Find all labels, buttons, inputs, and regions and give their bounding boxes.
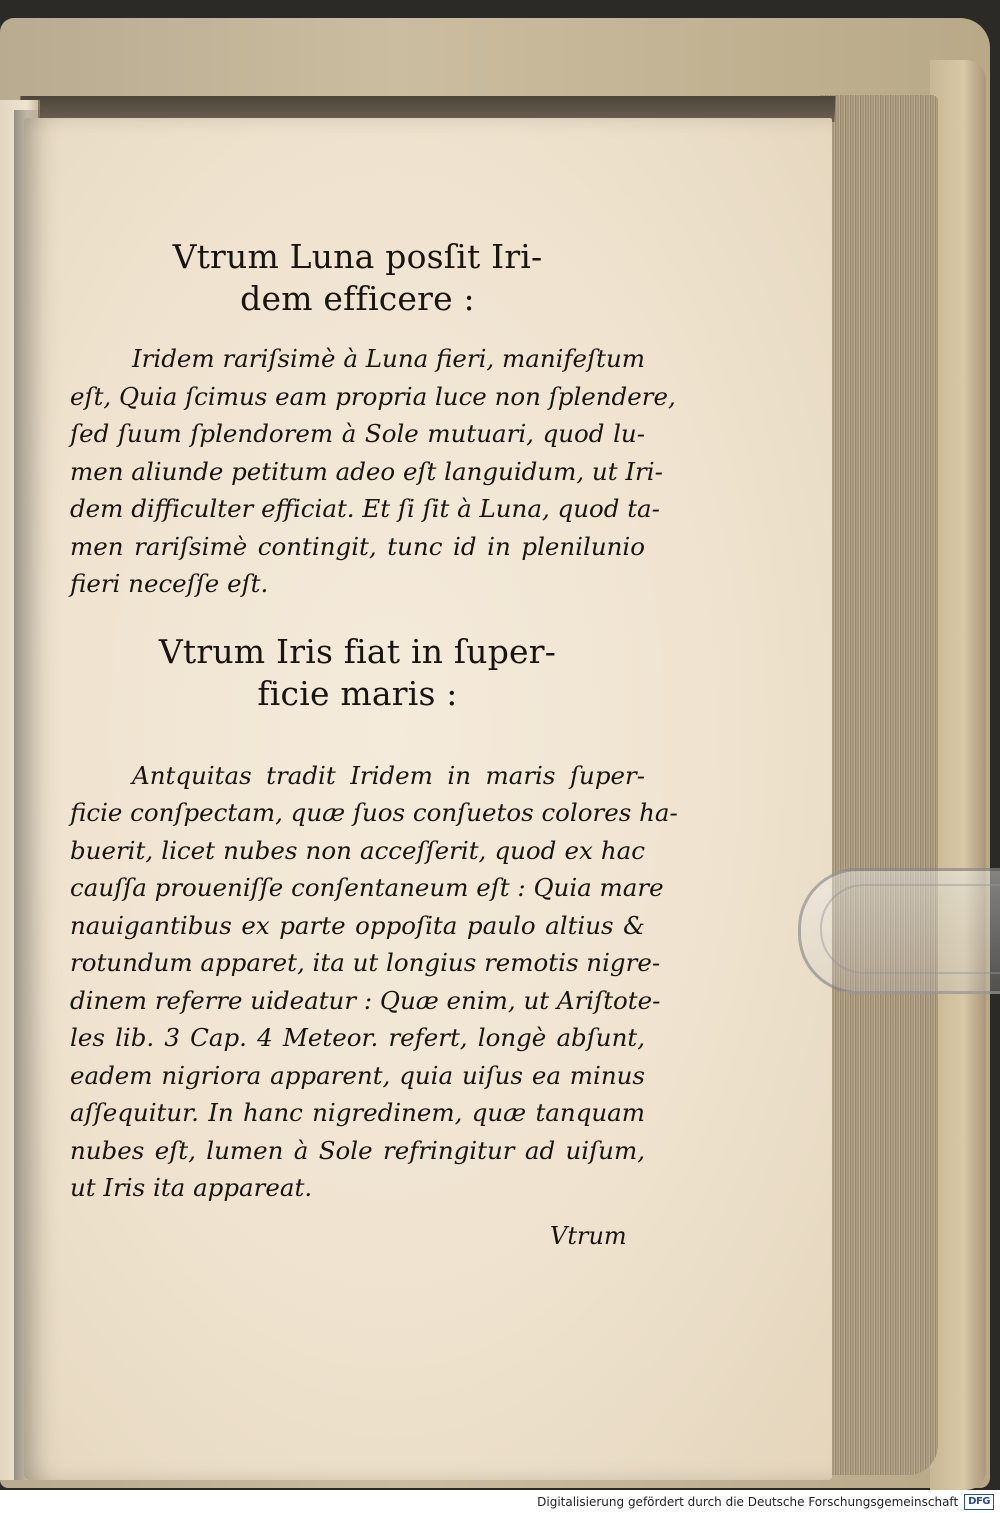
text-line: nubes eſt, lumen à Sole refringitur ad uiſum, xyxy=(70,1135,645,1165)
text-line: aſſequitur. In hanc nigredinem, quæ tanquam xyxy=(70,1098,645,1127)
text-line: les lib. 3 Cap. 4 Meteor. refert, longè abſunt, xyxy=(70,1023,645,1052)
page-clip-inner xyxy=(820,884,1000,974)
text-line: nauigantibus ex parte oppoſita paulo altius & xyxy=(70,910,645,940)
catchword: Vtrum xyxy=(550,1222,627,1250)
paragraph xyxy=(70,340,676,603)
text-line: Antquitas tradit Iridem in maris ſuper- xyxy=(132,760,645,790)
text-line: dem difficulter efficiat. Et ſi ſit à Luna, quod ta- xyxy=(70,494,660,523)
page-text-block xyxy=(70,222,678,1207)
paragraph xyxy=(70,757,678,1207)
heading-line: dem efficere : xyxy=(240,279,475,318)
text-line: ſed ſuum ſplendorem à Sole mutuari, quod lu- xyxy=(70,419,645,448)
funding-credit: Digitalisierung gefördert durch die Deutsche Forschungsgemeinschaft xyxy=(537,1494,959,1509)
footer-credit-bar xyxy=(0,1490,1000,1513)
text-line: eſt, Quia ſcimus eam propria luce non ſplendere, xyxy=(70,381,676,411)
text-line: ut Iris ita appareat. xyxy=(70,1173,313,1202)
heading-line: ficie maris : xyxy=(257,673,458,713)
heading-line: Vtrum Luna posſit Iri- xyxy=(172,237,543,276)
text-line: men aliunde petitum adeo eſt languidum, ut Iri- xyxy=(70,456,663,486)
dfg-logo: DFG xyxy=(964,1494,994,1510)
page-fore-edge xyxy=(820,95,938,1475)
text-line: ficie conſpectam, quæ ſuos conſuetos colores ha- xyxy=(70,798,678,827)
text-line: rotundum apparet, ita ut longius remotis nigre- xyxy=(70,948,661,977)
section-heading xyxy=(70,631,645,715)
text-line: dinem referre uideatur : Quæ enim, ut Ariſtote- xyxy=(70,985,661,1015)
text-line: men rariſsimè contingit, tunc id in plenilunio xyxy=(70,531,645,561)
section-heading xyxy=(70,236,645,320)
text-line: cauſſa proueniſſe conſentaneum eſt : Quia mare xyxy=(70,873,664,902)
text-line: eadem nigriora apparent, quia uiſus ea minus xyxy=(70,1060,645,1090)
heading-line: Vtrum Iris fiat in ſuper- xyxy=(158,631,557,671)
text-line: buerit, licet nubes non acceſſerit, quod ex hac xyxy=(70,835,645,865)
text-line: fieri neceſſe eſt. xyxy=(70,569,269,598)
book-binding-edge xyxy=(930,60,986,1490)
text-line: Iridem rariſsimè à Luna fieri, manifeſtum xyxy=(132,344,645,373)
